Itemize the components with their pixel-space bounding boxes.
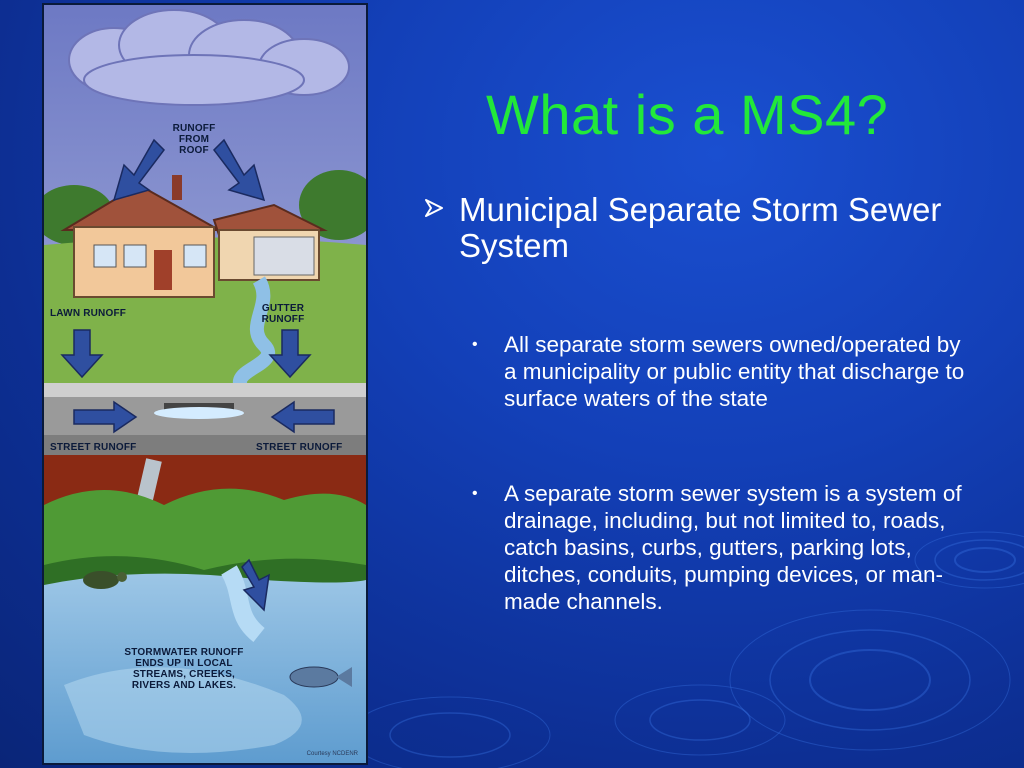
bullet-dot-icon: • [472,336,478,353]
sub-bullet-1-text: All separate storm sewers owned/operated by a municipality or public entity that discharge to surface waters of the state [504,332,965,411]
bullet-level1-text: Municipal Separate Storm Sewer System [459,191,942,264]
label-runoff-from-roof: RUNOFF FROM ROOF [172,123,216,156]
splash [154,407,244,419]
label-street-runoff-left: STREET RUNOFF [50,442,137,453]
slide-title: What is a MS4? [486,83,889,146]
label-gutter-runoff: GUTTER RUNOFF [261,303,305,325]
sub-bullet-2-text: A separate storm sewer system is a system of drainage, including, but not limited to, roads, catch basins, curbs, gutters, parking lots, ditches, conduits, pumping devices, or man-made channels. [504,481,962,614]
label-street-runoff-right: STREET RUNOFF [256,442,343,453]
stormwater-runoff-illustration [42,3,368,765]
label-stormwater-outcome: STORMWATER RUNOFF ENDS UP IN LOCAL STREAMS, CREEKS, RIVERS AND LAKES. [124,647,244,691]
arrow-bullet-icon [424,198,444,218]
image-credit: Courtesy NCDENR [306,751,358,757]
bullet-dot-icon: • [472,485,478,502]
label-lawn-runoff: LAWN RUNOFF [50,308,127,319]
